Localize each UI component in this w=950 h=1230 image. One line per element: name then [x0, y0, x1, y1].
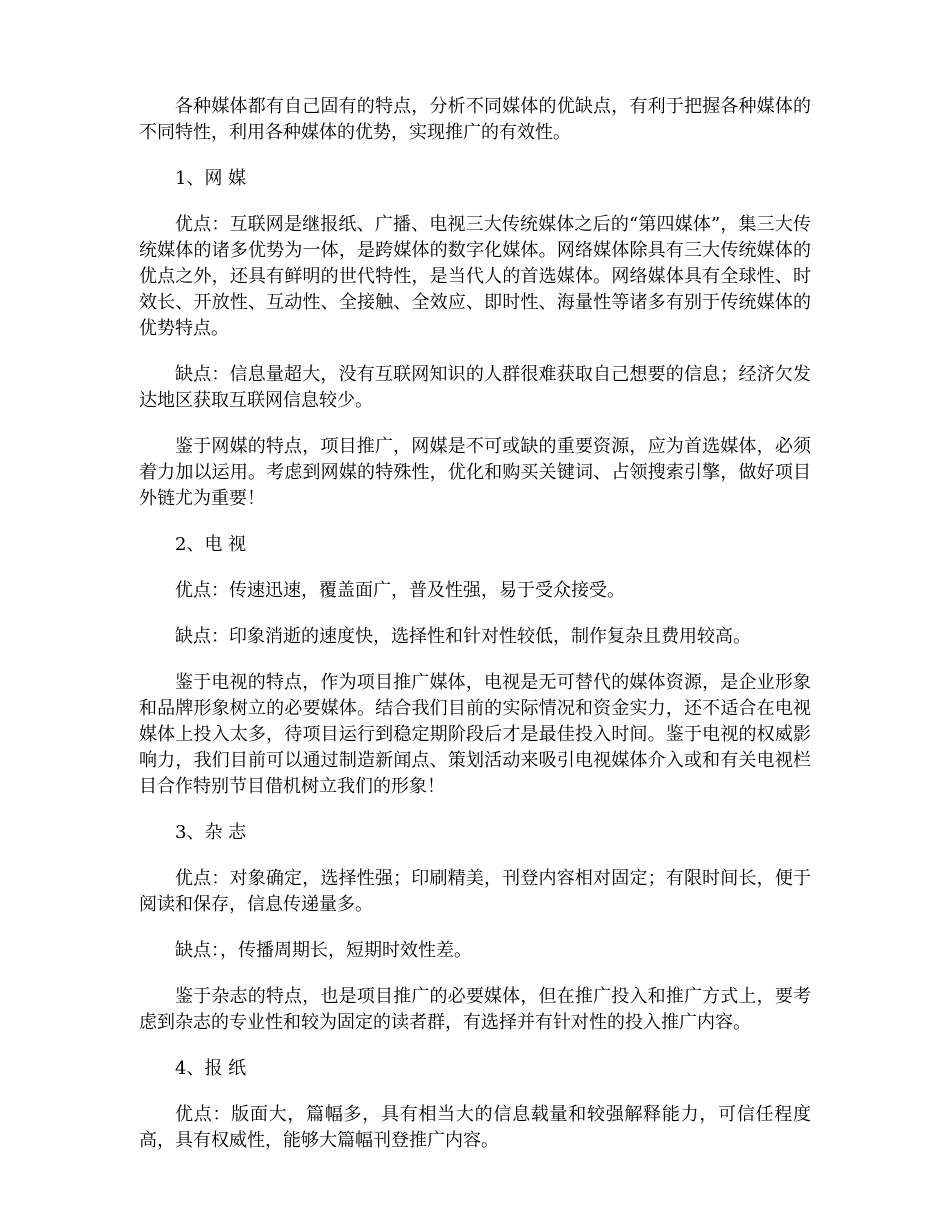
newspaper-advantages: 优点：版面大，篇幅多，具有相当大的信息载量和较强解释能力，可信任程度高，具有权威性，能够大篇幅刊登推广内容。 [139, 1104, 811, 1151]
internet-advantages: 优点：互联网是继报纸、广播、电视三大传统媒体之后的“第四媒体”，集三大传统媒体的诸多优势为一体，是跨媒体的数字化媒体。网络媒体除具有三大传统媒体的优点之外，还具有鲜明的世代特性，是当代人的首选媒体。网络媒体具有全球性、时效长、开放性、互动性、全接触、全效应、即时性、海量性等诸多有别于传统媒体的优势特点。 [139, 214, 811, 339]
internet-disadvantages: 缺点：信息量超大，没有互联网知识的人群很难获取自己想要的信息；经济欠发达地区获取互联网信息较少。 [139, 364, 811, 411]
section-heading-tv: 2、电 视 [175, 534, 247, 555]
document-body [139, 94, 811, 1174]
tv-disadvantages: 缺点：印象消逝的速度快，选择性和针对性较低，制作复杂且费用较高。 [175, 626, 751, 647]
magazine-conclusion: 鉴于杂志的特点，也是项目推广的必要媒体，但在推广投入和推广方式上，要考虑到杂志的专业性和较为固定的读者群，有选择并有针对性的投入推广内容。 [139, 986, 811, 1033]
section-heading-internet: 1、网 媒 [175, 168, 247, 189]
section-heading-magazine: 3、杂 志 [175, 822, 247, 843]
magazine-advantages: 优点：对象确定，选择性强；印刷精美，刊登内容相对固定；有限时间长，便于阅读和保存，信息传递量多。 [139, 868, 811, 915]
magazine-disadvantages: 缺点：，传播周期长，短期时效性差。 [175, 940, 472, 961]
intro-paragraph: 各种媒体都有自己固有的特点，分析不同媒体的优缺点，有利于把握各种媒体的不同特性，利用各种媒体的优势，实现推广的有效性。 [139, 96, 811, 143]
internet-conclusion: 鉴于网媒的特点，项目推广，网媒是不可或缺的重要资源，应为首选媒体，必须着力加以运用。考虑到网媒的特殊性，优化和购买关键词、占领搜索引擎，做好项目外链尤为重要！ [139, 436, 811, 509]
tv-advantages: 优点：传速迅速，覆盖面广，普及性强，易于受众接受。 [175, 580, 625, 601]
tv-conclusion: 鉴于电视的特点，作为项目推广媒体，电视是无可替代的媒体资源，是企业形象和品牌形象树立的必要媒体。结合我们目前的实际情况和资金实力，还不适合在电视媒体上投入太多，待项目运行到稳定期阶段后才是最佳投入时间。鉴于电视的权威影响力，我们目前可以通过制造新闻点、策划活动来吸引电视媒体介入或和有关电视栏目合作特别节目借机树立我们的形象！ [139, 672, 811, 797]
section-heading-newspaper: 4、报 纸 [175, 1058, 247, 1079]
